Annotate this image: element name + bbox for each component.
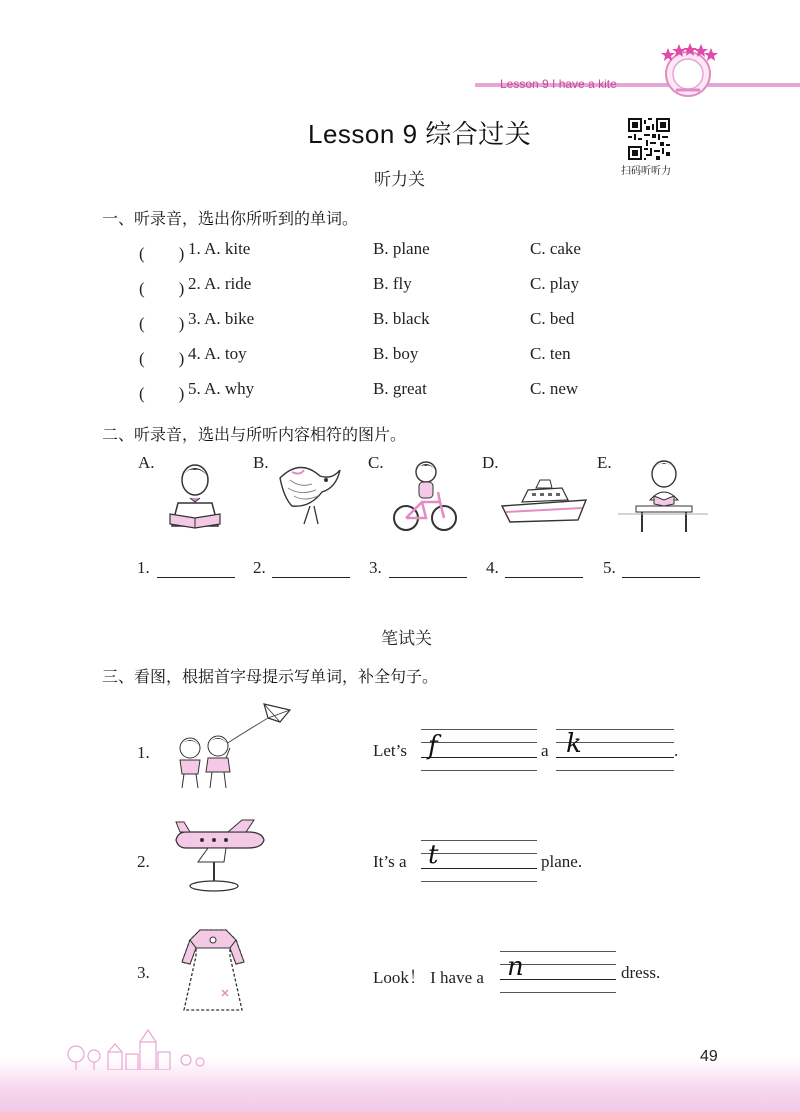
- answer-blank[interactable]: [272, 577, 350, 578]
- picture-label-c: C.: [368, 453, 384, 472]
- list-item: 1. A. kite: [188, 239, 251, 258]
- running-header: Lesson 9 I have a kite: [500, 77, 617, 91]
- option-c: C. play: [530, 274, 580, 293]
- hint-letter-k: k: [566, 729, 582, 759]
- page-title: Lesson 9 综合过关: [308, 119, 532, 149]
- answer-bracket[interactable]: ( ): [139, 314, 185, 333]
- answer-blank[interactable]: [505, 577, 583, 578]
- option-b: B. boy: [373, 344, 419, 363]
- option-b: B. black: [373, 309, 430, 328]
- page-number: 49: [700, 1048, 718, 1065]
- list-item: 3. A. bike: [188, 309, 255, 328]
- boy-at-desk-picture: [612, 456, 712, 536]
- list-item: 5. A. why: [188, 379, 255, 398]
- boy-on-bike-picture: [392, 458, 458, 534]
- picture-label-e: E.: [597, 453, 612, 472]
- option-a: A. toy: [204, 344, 247, 363]
- writing-section-title: 笔试关: [381, 629, 432, 649]
- answer-number: 3.: [369, 558, 382, 577]
- picture-label-a: A.: [138, 453, 155, 472]
- option-b: B. great: [373, 379, 427, 398]
- hint-letter-f: f: [428, 731, 438, 761]
- hint-letter-t: t: [428, 840, 439, 870]
- item-number: 2.: [137, 852, 150, 871]
- sentence-start: Let’s: [373, 741, 407, 760]
- listening-section-title: 听力关: [374, 170, 425, 190]
- answer-blank[interactable]: [157, 577, 235, 578]
- option-c: C. ten: [530, 344, 571, 363]
- qr-caption: 扫码听听力: [621, 166, 671, 177]
- ship-picture: [498, 476, 590, 526]
- picture-label-b: B.: [253, 453, 269, 472]
- sentence-start: It’s a: [373, 852, 407, 871]
- option-c: C. bed: [530, 309, 575, 328]
- brand-badge-icon: [658, 38, 718, 98]
- part1-heading: 一、听录音，选出你所听到的单词。: [102, 209, 359, 228]
- option-b: B. plane: [373, 239, 430, 258]
- sentence-end: .: [674, 741, 679, 760]
- kids-flying-kite-picture: [168, 700, 294, 792]
- option-a: A. kite: [204, 239, 251, 258]
- option-a: A. bike: [204, 309, 255, 328]
- sentence-start: Look！ I have a: [373, 968, 484, 987]
- toy-plane-picture: [168, 818, 268, 894]
- list-item: 4. A. toy: [188, 344, 247, 363]
- sentence-mid: a: [541, 741, 549, 760]
- answer-bracket[interactable]: ( ): [139, 279, 185, 298]
- answer-number: 2.: [253, 558, 266, 577]
- picture-label-d: D.: [482, 453, 499, 472]
- option-c: C. new: [530, 379, 579, 398]
- answer-bracket[interactable]: ( ): [139, 349, 185, 368]
- option-b: B. fly: [373, 274, 412, 293]
- boy-reading-picture: [160, 458, 230, 538]
- item-number: 1.: [137, 743, 150, 762]
- item-number: 3.: [137, 963, 150, 982]
- option-a: A. ride: [204, 274, 252, 293]
- bird-picture: [270, 458, 350, 528]
- list-item: 2. A. ride: [188, 274, 252, 293]
- answer-blank[interactable]: [622, 577, 700, 578]
- answer-number: 4.: [486, 558, 499, 577]
- hint-letter-n: n: [507, 952, 524, 982]
- answer-number: 1.: [137, 558, 150, 577]
- answer-bracket[interactable]: ( ): [139, 244, 185, 263]
- option-a: A. why: [204, 379, 255, 398]
- writing-guide-f[interactable]: [421, 729, 537, 771]
- answer-bracket[interactable]: ( ): [139, 384, 185, 403]
- sentence-end: plane.: [541, 852, 583, 871]
- qr-code-icon: [628, 118, 670, 160]
- dress-picture: [178, 926, 248, 1016]
- answer-blank[interactable]: [389, 577, 467, 578]
- sentence-end: dress.: [621, 963, 661, 982]
- castle-decoration-icon: [60, 1024, 220, 1070]
- answer-number: 5.: [603, 558, 616, 577]
- option-c: C. cake: [530, 239, 581, 258]
- part3-heading: 三、看图，根据首字母提示写单词，补全句子。: [102, 667, 439, 686]
- part2-heading: 二、听录音，选出与所听内容相符的图片。: [102, 425, 407, 444]
